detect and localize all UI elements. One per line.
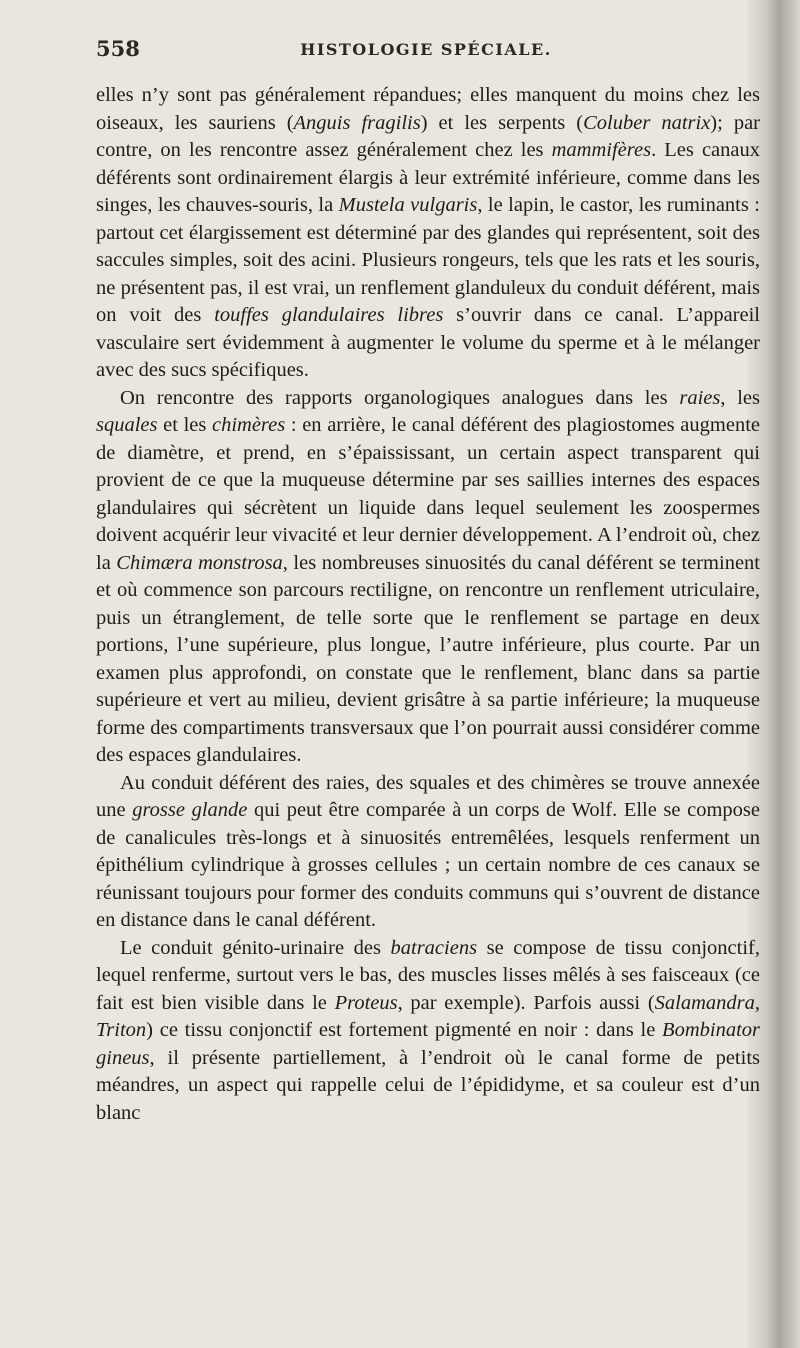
body-text (96, 82, 760, 1127)
text-run: qui peut être comparée à un corps de Wolf. Elle se compose de canalicules très-longs et à sinuosités entremêlées, lesquels renferment un épithélium cylindrique à grosses cellules ; un certain nombre de ces canaux se réunissant toujours pour former des conduits communs qui s’ouvrent de distance en distance dans le canal déférent. (96, 799, 760, 931)
running-head: HISTOLOGIE SPÉCIALE. (300, 40, 552, 59)
italic-term: Proteus (334, 991, 398, 1014)
text-run: elles n’y sont pas généralement répandues; elles manquent du moins chez les oiseaux, les sauriens ( (96, 84, 760, 134)
italic-term: grosse glande (132, 799, 248, 821)
text-run: , le lapin, le castor, les ruminants : partout cet élargissement est déterminé par des glandes qui représentent, soit des saccules simples, soit des acini. Plusieurs rongeurs, tels que les rats et les souris, ne présentent pas, il est vrai, un renflement glanduleux du conduit déférent, mais on voit des (96, 194, 760, 326)
paragraph-3 (96, 770, 760, 935)
text-run: ) ce tissu conjonctif est fortement pigmenté en noir : dans le (146, 1019, 663, 1041)
text-run: On rencontre des rapports organologiques analogues dans les (120, 386, 680, 409)
text-run: Le conduit génito-urinaire des (120, 936, 391, 959)
italic-term: raies (679, 386, 721, 409)
text-run: Au conduit déférent des raies, des squales et des chimères se trouve annexée une (96, 771, 760, 821)
text-run: , les nombreuses sinuosités du canal déférent se terminent et où commence son parcours rectiligne, on rencontre un renflement utriculaire, puis un étranglement, de telle sorte que le renflement se partage en deux portions, l’une supérieure, plus longue, l’autre inférieure, plus courte. Par un examen plus approfondi, on constate que le renflement, blanc dans sa partie supérieure et vert au milieu, devient grisâtre à sa partie inférieure; la muqueuse forme des compartiments transversaux que l’on pourrait aussi considérer comme des espaces glandulaires. (96, 551, 760, 766)
paragraph-4 (96, 935, 760, 1128)
paragraph-2 (96, 385, 760, 770)
text-run: s’ouvrir dans ce canal. L’appareil vasculaire sert évidemment à augmenter le volume du sperme et à le mélanger avec des sucs spécifiques. (96, 304, 761, 381)
italic-term: Triton (96, 1019, 147, 1041)
italic-term: Coluber natrix (583, 111, 711, 134)
italic-term: Salamandra (654, 991, 755, 1014)
text-run: et les (157, 414, 212, 436)
text-run: se compose de tissu conjonctif, lequel renferme, surtout vers le bas, des muscles lisses mêlés à ses faisceaux (ce fait est bien visible dans le (96, 936, 760, 1014)
text-run: , il présente partiellement, à l’endroit où le canal forme de petits méandres, un aspect qui rappelle celui de l’épididyme, et sa couleur est d’un blanc (96, 1046, 760, 1124)
paragraph-1 (96, 82, 760, 385)
italic-term: Chimæra monstrosa (116, 551, 283, 574)
italic-term: chimères (211, 414, 286, 436)
text-run: . Les canaux déférents sont ordinairement élargis à leur extrémité inférieure, comme dans les singes, les chauves-souris, la (96, 139, 760, 216)
italic-term: batraciens (390, 936, 478, 959)
italic-term: Bombinator gineus (96, 1019, 760, 1069)
italic-term: touffes glandulaires libres (214, 304, 444, 326)
text-run: : en arrière, le canal déférent des plagiostomes augmente de diamètre, et prend, en s’épaississant, un certain aspect transparent qui provient de ce que la muqueuse détermine par ses saillies internes des espaces glandulaires qui sécrètent un liquide dans lequel seulement les zoospermes doivent acquérir leur vivacité et leur dernier développement. A l’endroit où, chez la (96, 414, 760, 574)
text-run: , par exemple). Parfois aussi ( (397, 991, 655, 1014)
text-run: , les (720, 386, 760, 409)
text-run: , (754, 991, 761, 1014)
text-run: ) et les serpents ( (420, 111, 584, 134)
italic-term: Anguis fragilis (293, 111, 421, 134)
italic-term: mammifères (551, 139, 652, 161)
italic-term: Mustela vulgaris (338, 194, 478, 216)
page-number: 558 (96, 36, 140, 61)
text-run: ); par contre, on les rencontre assez généralement chez les (96, 111, 760, 161)
page-header (96, 36, 756, 66)
italic-term: squales (96, 414, 158, 436)
